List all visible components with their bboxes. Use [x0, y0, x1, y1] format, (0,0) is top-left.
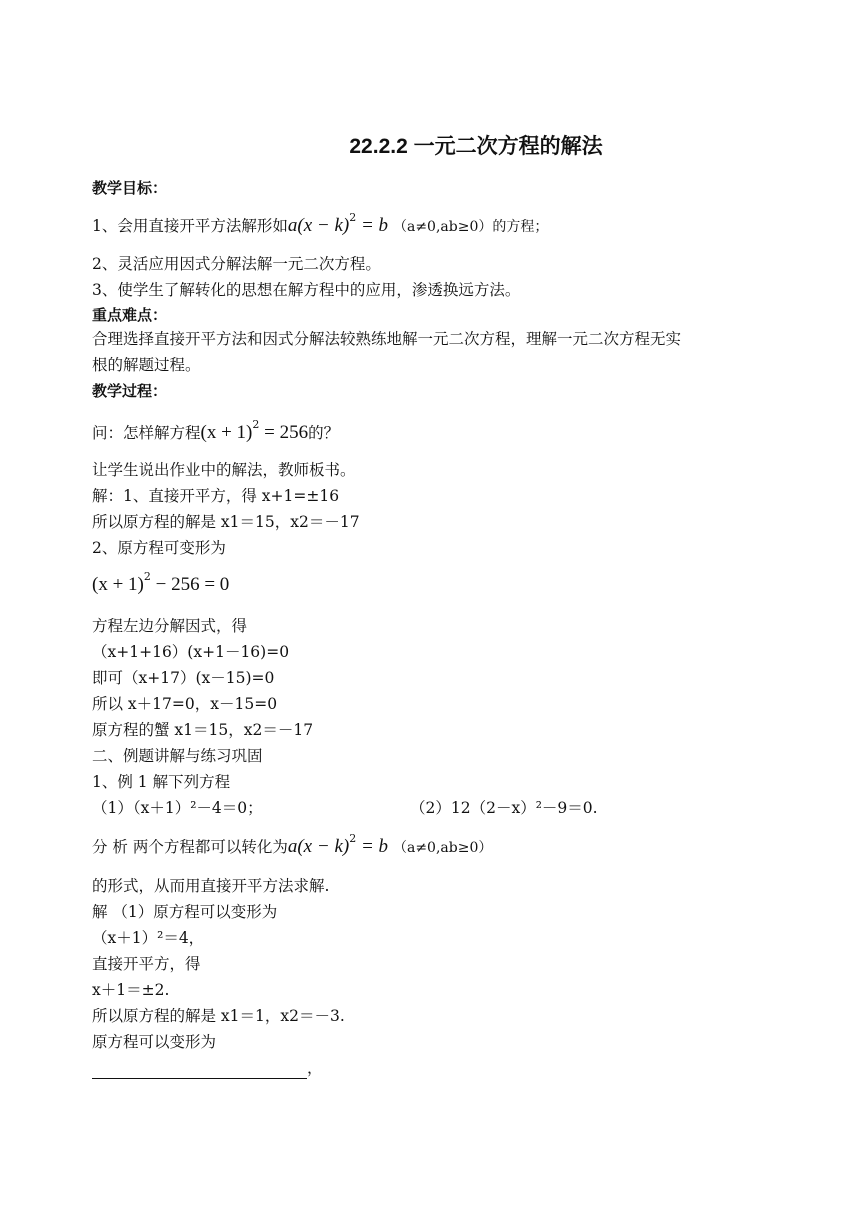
goal-1-formula-exp: 2	[349, 211, 357, 224]
process-line-5: 方程左边分解因式，得	[92, 617, 248, 635]
difficulty-heading: 重点难点：	[92, 306, 168, 324]
process-line-17: 所以原方程的解是 x1＝1，x2＝－3.	[92, 1007, 345, 1025]
question-prefix: 问：怎样解方程	[92, 424, 201, 442]
process-line-18: 原方程可以变形为	[92, 1033, 217, 1051]
goal-1-condition: （a≠0,ab≥0）的方程；	[392, 219, 549, 235]
analysis-line	[92, 832, 493, 860]
goal-1-prefix: 1、会用直接开平方法解形如	[92, 217, 288, 235]
difficulty-line-2: 根的解题过程。	[92, 356, 201, 374]
goal-1-formula-a: a	[287, 215, 298, 236]
analysis-formula-rhs: = b	[356, 836, 389, 857]
process-line-16: x＋1＝±2.	[92, 981, 170, 999]
difficulty-line-1: 合理选择直接开平方法和因式分解法较熟练地解一元二次方程，理解一元二次方程无实	[92, 330, 682, 348]
analysis-condition: （a≠0,ab≥0）	[392, 840, 493, 856]
process-line-8: 所以 x＋17=0，x－15=0	[92, 695, 278, 713]
process-heading: 教学过程：	[92, 382, 168, 400]
equation-line	[92, 570, 230, 598]
process-line-14: （x＋1）²＝4，	[92, 929, 205, 947]
process-line-6: （x+1+16）(x+1－16)=0	[92, 643, 290, 661]
example-1-problem-1: （1）（x＋1）²－4＝0；	[92, 799, 263, 817]
goal-1-formula-rhs: = b	[356, 215, 389, 236]
example-1-problem-2: （2）12（2－x）²－9＝0.	[410, 799, 598, 817]
answer-blank-comma: ，	[307, 1059, 323, 1077]
process-line-13: 解 （1）原方程可以变形为	[92, 903, 278, 921]
process-line-9: 原方程的蟹 x1＝15，x2＝－17	[92, 721, 314, 739]
question-formula-rhs: = 256	[259, 422, 309, 443]
question-line	[92, 418, 340, 446]
question-suffix: 的？	[308, 424, 340, 442]
analysis-prefix: 分 析 两个方程都可以转化为	[92, 838, 288, 856]
analysis-formula-mid: (x − k)	[297, 836, 350, 857]
question-formula-exp: 2	[252, 418, 260, 431]
goal-3: 3、使学生了解转化的思想在解方程中的应用，渗透换远方法。	[92, 281, 521, 299]
goals-heading: 教学目标：	[92, 179, 168, 197]
process-line-2: 解：1、直接开平方，得 x+1=±16	[92, 487, 340, 505]
goal-1-formula-mid: (x − k)	[297, 215, 350, 236]
question-formula-base: (x + 1)	[200, 422, 253, 443]
goal-2: 2、灵活应用因式分解法解一元二次方程。	[92, 255, 381, 273]
process-line-15: 直接开平方，得	[92, 955, 201, 973]
equation-rhs: − 256 = 0	[150, 574, 230, 595]
process-line-7: 即可（x+17）(x－15)=0	[92, 669, 275, 687]
equation-exp: 2	[143, 570, 151, 583]
equation-base: (x + 1)	[92, 574, 144, 595]
analysis-formula-a: a	[287, 836, 298, 857]
process-line-4: 2、原方程可变形为	[92, 539, 226, 557]
analysis-formula-exp: 2	[349, 832, 357, 845]
goal-1	[92, 211, 549, 239]
process-line-12: 的形式，从而用直接开平方法求解.	[92, 877, 330, 895]
answer-blank	[92, 1062, 307, 1079]
process-line-1: 让学生说出作业中的解法，教师板书。	[92, 461, 356, 479]
page-title: 22.2.2 一元二次方程的解法	[349, 135, 603, 158]
process-line-11: 1、例 1 解下列方程	[92, 773, 231, 791]
answer-blank-line	[92, 1057, 323, 1079]
process-line-10: 二、例题讲解与练习巩固	[92, 747, 263, 765]
process-line-3: 所以原方程的解是 x1＝15，x2＝－17	[92, 513, 360, 531]
